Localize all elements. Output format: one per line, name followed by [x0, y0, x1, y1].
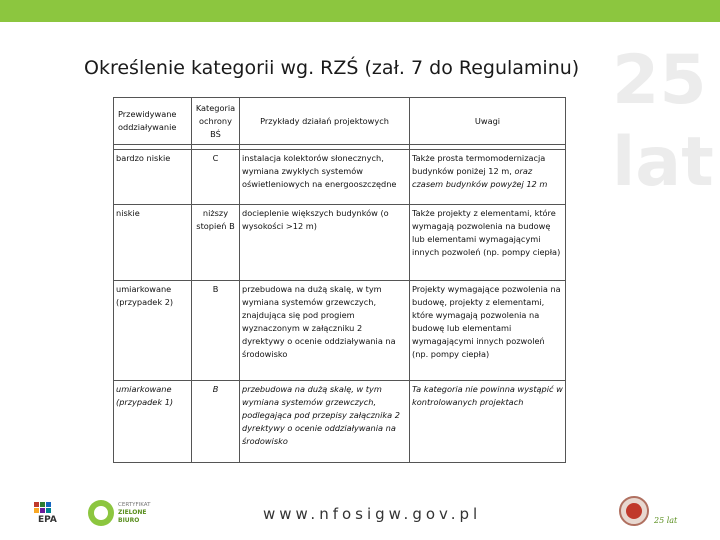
cell-examples: przebudowa na dużą skalę, w tym wymiana systemów grzewczych, znajdująca się pod progiem wyznaczonym w załączniku 2 dyrektywy o ocenie oddziaływania na środowisko [240, 281, 410, 381]
cell-influence: umiarkowane (przypadek 1) [114, 381, 192, 463]
table-header-row [114, 98, 566, 145]
anniversary-logo [614, 490, 694, 530]
epa-logo-text: EPA [38, 515, 57, 525]
notes-plain: Także prosta termomodernizacja budynków poniżej 12 m, [412, 153, 546, 176]
cell-examples: instalacja kolektorów słonecznych, wymiana zwykłych systemów oświetleniowych na energooszczędne [240, 150, 410, 205]
header-category: Kategoria ochrony BŚ [192, 98, 240, 145]
category-table [113, 97, 566, 463]
cell-notes: Także projekty z elementami, które wymagają pozwolenia na budowę lub elementami wymagającymi innych pozwoleń (np. pompy ciepła) [410, 205, 566, 281]
green-logo-line2: ZIELONE [118, 509, 147, 516]
table-row [114, 150, 566, 205]
cell-notes: Projekty wymagające pozwolenia na budowę, projekty z elementami, które wymagają pozwolenia na budowę lub elementami wymagającymi innych pozwoleń (np. pompy ciepła) [410, 281, 566, 381]
cell-examples: docieplenie większych budynków (o wysokości >12 m) [240, 205, 410, 281]
table-row [114, 281, 566, 381]
green-logo-line3: BIURO [118, 517, 140, 524]
cell-category: niższy stopień B [192, 205, 240, 281]
anniversary-watermark [612, 40, 720, 204]
green-logo-line1: CERTYFIKAT [118, 502, 151, 508]
header-examples: Przykłady działań projektowych [240, 98, 410, 145]
notes-italic: oraz czasem budynków powyżej 12 m [412, 166, 548, 189]
slide-title: Określenie kategorii wg. RZŚ (zał. 7 do Regulaminu) [84, 57, 580, 79]
table-row [114, 381, 566, 463]
footer-url-link[interactable]: www.nfosigw.gov.pl [263, 505, 482, 523]
cell-category: B [192, 381, 240, 463]
green-office-logo [88, 500, 160, 530]
table-row [114, 205, 566, 281]
cell-influence: bardzo niskie [114, 150, 192, 205]
epa-logo [32, 500, 68, 534]
cell-examples: przebudowa na dużą skalę, w tym wymiana systemów grzewczych, podlegająca pod przepisy załącznika 2 dyrektywy o ocenie oddziaływania na środowisko [240, 381, 410, 463]
cell-category: C [192, 150, 240, 205]
cell-influence: umiarkowane (przypadek 2) [114, 281, 192, 381]
cell-category: B [192, 281, 240, 381]
header-influence: Przewidywane oddziaływanie [114, 98, 192, 145]
cell-notes [410, 150, 566, 205]
watermark-word: lat [612, 123, 714, 202]
anniversary-logo-text: 25 lat [654, 516, 678, 525]
watermark-number: 25 [612, 41, 707, 120]
top-accent-bar [0, 0, 720, 22]
cell-notes: Ta kategoria nie powinna wystąpić w kontrolowanych projektach [410, 381, 566, 463]
header-notes: Uwagi [410, 98, 566, 145]
cell-influence: niskie [114, 205, 192, 281]
leaf-icon [88, 500, 114, 526]
